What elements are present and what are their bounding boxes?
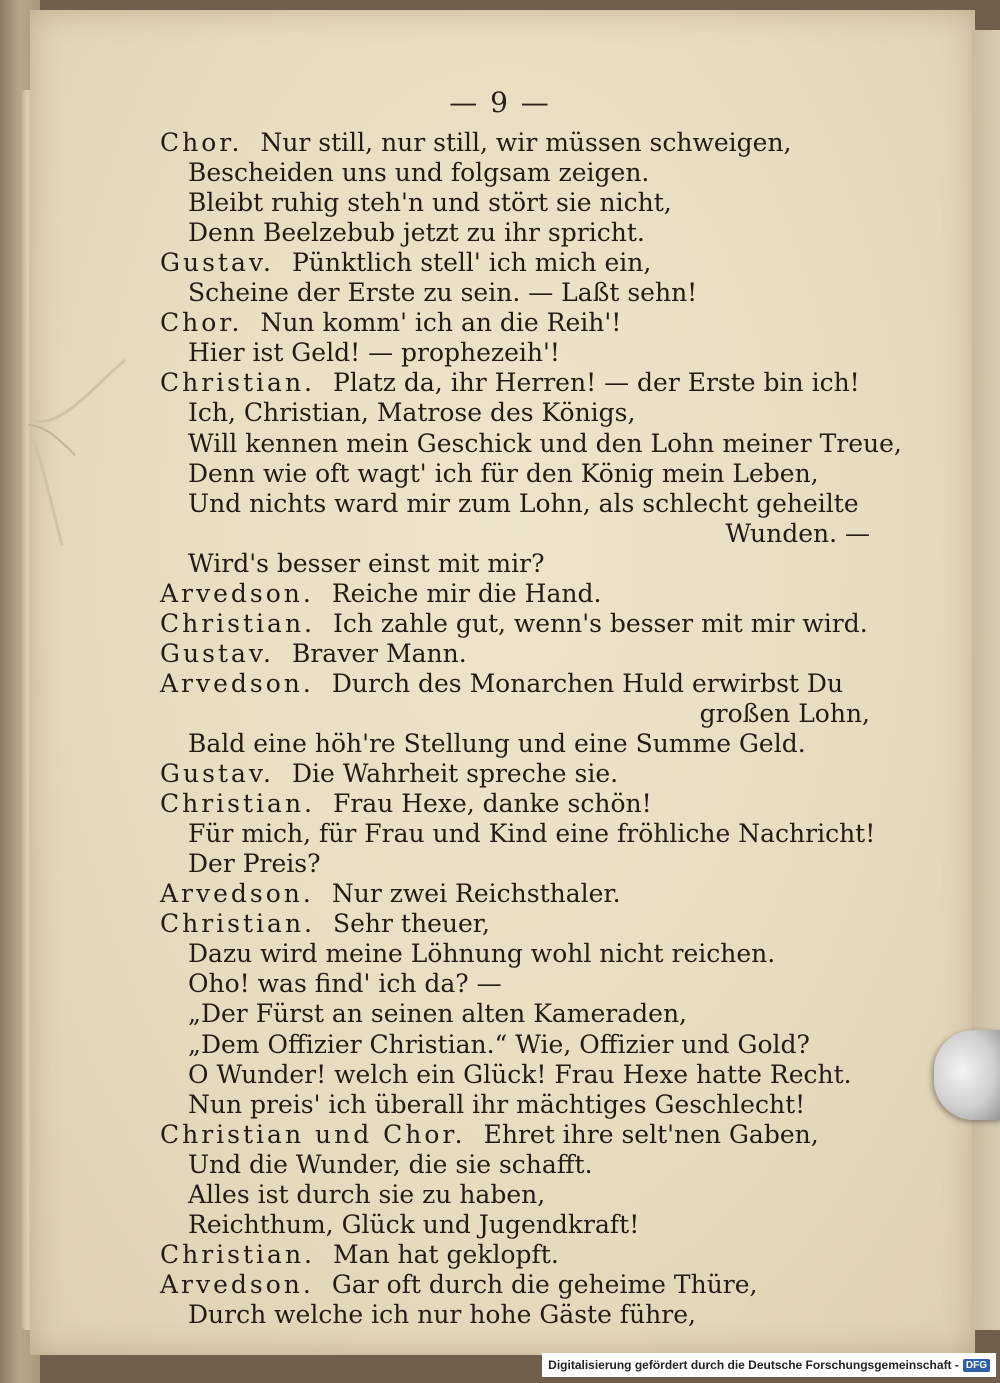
- line-text: Wird's besser einst mit mir?: [188, 548, 545, 578]
- dialogue-line: [160, 248, 651, 278]
- line-text: Nun preis' ich überall ihr mächtiges Geschlecht!: [188, 1089, 806, 1119]
- speaker-name: Gustav.: [160, 638, 274, 668]
- line-text: „Dem Offizier Christian.“ Wie, Offizier und Gold?: [188, 1029, 810, 1059]
- line-text: Frau Hexe, danke schön!: [333, 789, 652, 819]
- verse-line: [188, 218, 645, 248]
- line-text: Hier ist Geld! — prophezeih'!: [188, 338, 560, 368]
- line-text: Reiche mir die Hand.: [331, 578, 602, 608]
- speaker-name: Christian.: [160, 1239, 315, 1269]
- speaker-name: Chor.: [160, 308, 243, 338]
- speaker-name: Arvedson.: [160, 1269, 314, 1299]
- line-text: Scheine der Erste zu sein. — Laßt sehn!: [188, 278, 698, 308]
- line-text: Pünktlich stell' ich mich ein,: [291, 248, 652, 278]
- verse-line: [725, 519, 870, 549]
- line-text: Sehr theuer,: [333, 909, 490, 939]
- credit-text: Digitalisierung gefördert durch die Deutsche Forschungsgemeinschaft -: [548, 1358, 959, 1372]
- dialogue-line: [160, 909, 490, 939]
- line-text: Platz da, ihr Herren! — der Erste bin ich!: [333, 368, 860, 398]
- verse-line: [188, 819, 875, 849]
- speaker-name: Christian.: [160, 608, 315, 638]
- line-text: Durch des Monarchen Huld erwirbst Du: [331, 668, 844, 698]
- line-text: Bescheiden uns und folgsam zeigen.: [188, 158, 650, 188]
- speaker-name: Christian.: [160, 909, 315, 939]
- verse-line: [188, 398, 635, 428]
- verse-line: [188, 939, 775, 969]
- speaker-name: Christian.: [160, 789, 315, 819]
- line-text: Für mich, für Frau und Kind eine fröhliche Nachricht!: [188, 819, 876, 849]
- verse-line: [188, 549, 544, 579]
- verse-line: [188, 1060, 852, 1090]
- verse-line: [188, 969, 502, 999]
- speaker-name: Arvedson.: [160, 879, 314, 909]
- line-text: großen Lohn,: [699, 698, 870, 728]
- line-text: Wunden. —: [725, 518, 870, 548]
- line-text: Die Wahrheit spreche sie.: [291, 759, 619, 789]
- page-number: — 9 —: [449, 86, 551, 119]
- page-clip-tab: [934, 1030, 1000, 1120]
- verse-line: [188, 1210, 639, 1240]
- verse-line: [188, 1030, 810, 1060]
- verse-line: [188, 1300, 696, 1330]
- line-text: Denn Beelzebub jetzt zu ihr spricht.: [188, 218, 645, 248]
- dialogue-line: [160, 1120, 819, 1150]
- dialogue-line: [160, 669, 843, 699]
- dialogue-line: [160, 1240, 559, 1270]
- verse-line: [188, 338, 560, 368]
- line-text: Nur still, nur still, wir müssen schweigen,: [260, 128, 792, 157]
- speaker-name: Gustav.: [160, 248, 274, 278]
- verse-line: [188, 1180, 545, 1210]
- digitization-credit: [542, 1353, 996, 1377]
- speaker-name: Christian.: [160, 368, 315, 398]
- next-page-edge: [972, 30, 1000, 1330]
- dialogue-line: [160, 368, 860, 398]
- speaker-name: Arvedson.: [160, 578, 314, 608]
- verse-line: [188, 158, 649, 188]
- line-text: Und nichts ward mir zum Lohn, als schlecht geheilte: [188, 488, 859, 518]
- dialogue-line: [160, 609, 868, 639]
- dialogue-line: [160, 579, 601, 609]
- speaker-name: Christian und Chor.: [160, 1119, 466, 1149]
- line-text: Braver Mann.: [291, 638, 467, 668]
- verse-line: [700, 699, 870, 729]
- line-text: Ich zahle gut, wenn's besser mit mir wird.: [333, 608, 868, 638]
- line-text: Dazu wird meine Löhnung wohl nicht reichen.: [188, 939, 776, 969]
- verse-line: [188, 188, 672, 218]
- verse-line: [188, 1090, 805, 1120]
- verse-line: [188, 1150, 593, 1180]
- dialogue-line: [160, 308, 621, 338]
- speaker-name: Chor.: [160, 128, 243, 157]
- line-text: Denn wie oft wagt' ich für den König mein Leben,: [188, 458, 819, 488]
- line-text: Durch welche ich nur hohe Gäste führe,: [188, 1299, 696, 1329]
- line-text: Nur zwei Reichsthaler.: [331, 879, 621, 909]
- line-text: Gar oft durch die geheime Thüre,: [331, 1269, 758, 1299]
- line-text: Reichthum, Glück und Jugendkraft!: [188, 1209, 640, 1239]
- verse-line: [188, 849, 321, 879]
- verse-line: [188, 278, 697, 308]
- dialogue-line: [160, 1270, 757, 1300]
- line-text: Bald eine höh're Stellung und eine Summe Geld.: [188, 729, 806, 758]
- line-text: Ich, Christian, Matrose des Königs,: [188, 398, 636, 428]
- line-text: Alles ist durch sie zu haben,: [188, 1179, 546, 1209]
- line-text: Will kennen mein Geschick und den Lohn meiner Treue,: [188, 428, 902, 458]
- dialogue-line: [160, 128, 792, 158]
- verse-line: [188, 429, 902, 459]
- line-text: Oho! was find' ich da? —: [188, 969, 502, 999]
- verse-line: [188, 999, 687, 1029]
- line-text: O Wunder! welch ein Glück! Frau Hexe hatte Recht.: [188, 1059, 852, 1089]
- line-text: Der Preis?: [188, 849, 321, 879]
- speaker-name: Arvedson.: [160, 668, 314, 698]
- dialogue-line: [160, 789, 652, 819]
- verse-line: [188, 459, 819, 489]
- dialogue-line: [160, 759, 618, 789]
- dialogue-line: [160, 639, 467, 669]
- line-text: Man hat geklopft.: [333, 1239, 559, 1269]
- line-text: Nun komm' ich an die Reih'!: [260, 308, 622, 338]
- dialogue-line: [160, 879, 621, 909]
- verse-line: [188, 729, 806, 759]
- speaker-name: Gustav.: [160, 759, 274, 789]
- line-text: Ehret ihre selt'nen Gaben,: [483, 1119, 819, 1149]
- line-text: Und die Wunder, die sie schafft.: [188, 1149, 593, 1179]
- line-text: Bleibt ruhig steh'n und stört sie nicht,: [188, 188, 672, 218]
- verse-line: [188, 489, 859, 519]
- line-text: „Der Fürst an seinen alten Kameraden,: [188, 999, 687, 1029]
- dfg-logo: DFG: [963, 1359, 990, 1372]
